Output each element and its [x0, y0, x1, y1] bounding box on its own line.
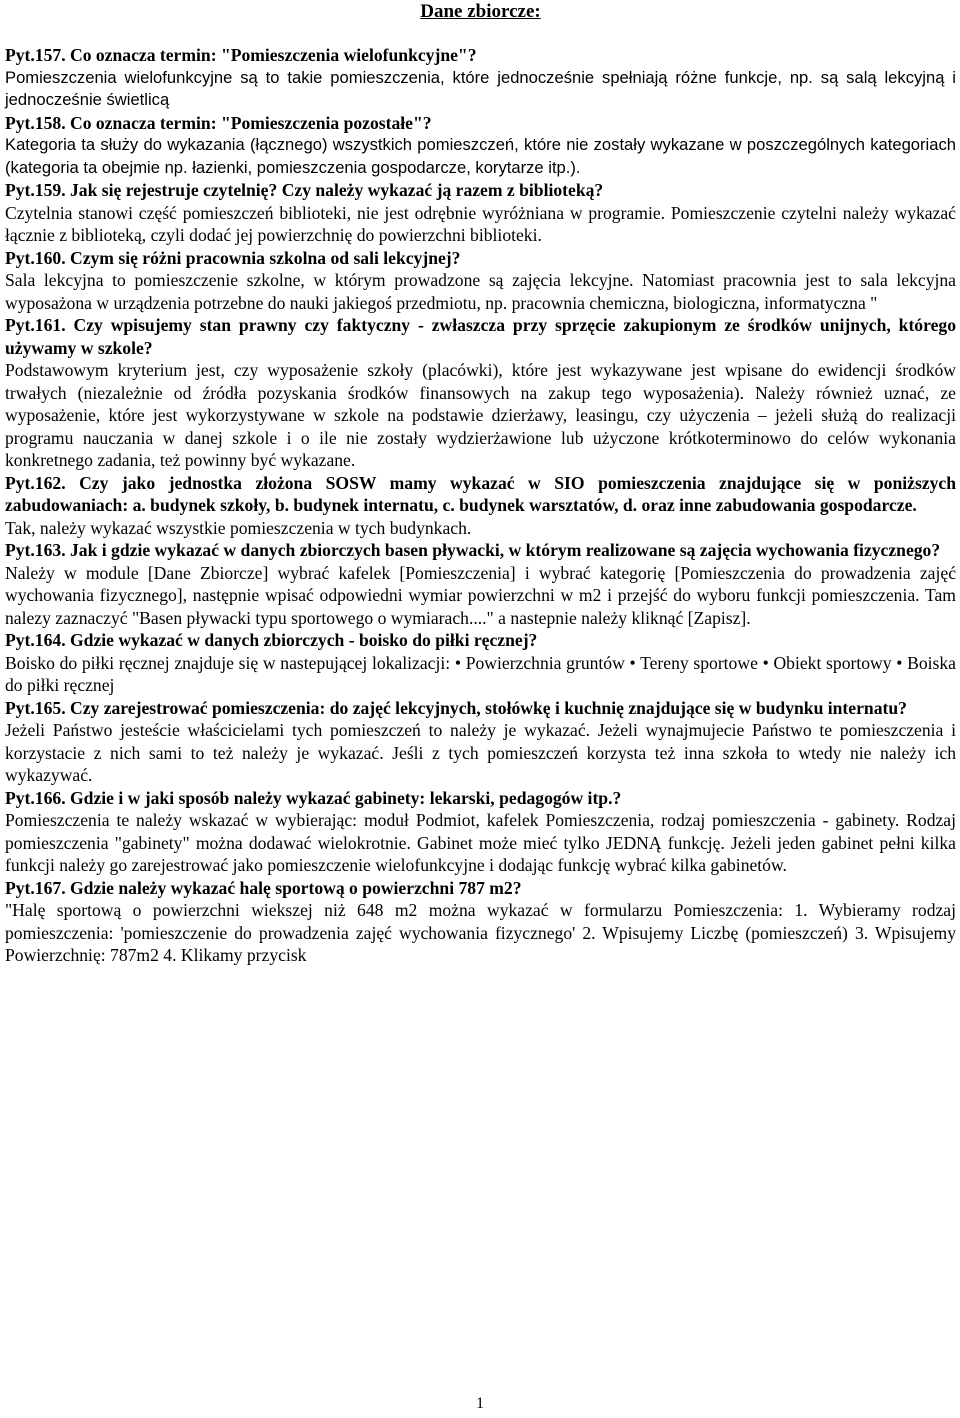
answer: "Halę sportową o powierzchni wiekszej niż 648 m2 można wykazać w formularzu Pomieszczenia: 1. Wybieramy rodzaj pomieszczenia: 'pomieszczenie do prowadzenia zajęć wychowania fizycznego' 2. Wpisujemy Liczbę (pomieszczeń) 3. Wpisujemy Powierzchnię: 787m2 4. Klikamy przycisk — [5, 900, 956, 965]
qa-item-165 — [5, 697, 956, 787]
question: Pyt.164. Gdzie wykazać w danych zbiorczych - boisko do piłki ręcznej? — [5, 630, 538, 650]
title-spacer — [5, 24, 956, 44]
qa-item-158 — [5, 112, 956, 180]
qa-item-161 — [5, 314, 956, 472]
answer: Sala lekcyjna to pomieszczenie szkolne, w którym prowadzone są zajęcia lekcyjne. Natomiast pracownia jest to sala lekcyjna wyposażona w urządzenia potrzebne do nauki jakiegoś przedmiotu, np. pracownia chemiczna, biologiczna, informatyczna " — [5, 270, 956, 313]
question: Pyt.162. Czy jako jednostka złożona SOSW mamy wykazać w SIO pomieszczenia znajdujące się w poniższych zabudowaniach: a. budynek szkoły, b. budynek internatu, c. budynek warsztatów, d. oraz inne zabudowania gospodarcze. — [5, 472, 956, 515]
answer: Jeżeli Państwo jesteście właścicielami tych pomieszczeń to należy je wykazać. Jeżeli wynajmujecie Państwo te pomieszczenia i korzystacie z nich sami to też należy je wykazać. Jeśli z tych pomieszczeń korzysta też inna szkoła to wtedy nie należy ich wykazywać. — [5, 720, 956, 785]
question: Pyt.167. Gdzie należy wykazać halę sportową o powierzchni 787 m2? — [5, 877, 522, 898]
question: Pyt.161. Czy wpisujemy stan prawny czy faktyczny - zwłaszcza przy sprzęcie zakupionym ze środków unijnych, którego używamy w szkole? — [5, 315, 956, 358]
question: Pyt.163. Jak i gdzie wykazać w danych zbiorczych basen pływacki, w którym realizowane są zajęcia wychowania fizycznego? — [5, 540, 941, 560]
question: Pyt.165. Czy zarejestrować pomieszczenia: do zajęć lekcyjnych, stołówkę i kuchnię znajdujące się w budynku internatu? — [5, 697, 907, 718]
answer: Tak, należy wykazać wszystkie pomieszczenia w tych budynkach. — [5, 517, 472, 538]
qa-item-167 — [5, 877, 956, 967]
question: Pyt.166. Gdzie i w jaki sposób należy wykazać gabinety: lekarski, pedagogów itp.? — [5, 787, 622, 808]
answer: Podstawowym kryterium jest, czy wyposażenie szkoły (placówki), które jest wykazywane jest wpisane do ewidencji środków trwałych (niezależnie od źródła pozyskania środków finansowych na zakup tego wyposażenia). Należy również uznać, ze wyposażenie, które jest wykorzystywane w szkole na podstawie dzierżawy, leasingu, czy użyczenia – jeżeli służą do realizacji programu nauczania w danej szkole i o ile nie zostały wydzierżawione lub użyczone krótkoterminowo do celów wykonania konkretnego zadania, też powinny być wykazane. — [5, 360, 956, 470]
qa-item-157 — [5, 44, 956, 112]
document-title: Dane zbiorcze: — [420, 1, 541, 22]
answer: Pomieszczenia te należy wskazać w wybierając: moduł Podmiot, kafelek Pomieszczenia, rodzaj pomieszczenia - gabinety. Rodzaj pomieszczenia "gabinety" można dodawać wielokrotnie. Gabinet może mieć tylko JEDNĄ funkcję. Jeżeli jeden gabinet pełni kilka funkcji należy go zarejestrować jako pomieszczenie wielofunkcyjne i dodając funkcję wybrać kilka gabinetów. — [5, 810, 956, 875]
answer: Czytelnia stanowi część pomieszczeń biblioteki, nie jest odrębnie wyróżniana w programie. Pomieszczenie czytelni należy wykazać łącznie z biblioteką, czyli dodać jej powierzchnię do powierzchni biblioteki. — [5, 202, 956, 245]
qa-item-164 — [5, 629, 956, 697]
answer: Kategoria ta służy do wykazania (łącznego) wszystkich pomieszczeń, które nie zostały wykazane w poszczególnych kategoriach (kategoria ta obejmie np. łazienki, pomieszczenia gospodarcze, korytarze itp.). — [5, 135, 956, 177]
qa-item-159 — [5, 179, 956, 247]
question: Pyt.157. Co oznacza termin: "Pomieszczenia wielofunkcyjne"? — [5, 45, 477, 65]
answer: Boisko do piłki ręcznej znajduje się w nastepującej lokalizacji: • Powierzchnia gruntów • Tereny sportowe • Obiekt sportowy • Boiska do piłki ręcznej — [5, 652, 956, 695]
qa-item-162 — [5, 472, 956, 540]
answer: Pomieszczenia wielofunkcyjne są to takie pomieszczenia, które jednocześnie spełniają różne funkcje, np. są salą lekcyjną i jednocześnie świetlicą — [5, 67, 956, 109]
question: Pyt.159. Jak się rejestruje czytelnię? Czy należy wykazać ją razem z biblioteką? — [5, 180, 604, 200]
question: Pyt.158. Co oznacza termin: "Pomieszczenia pozostałe"? — [5, 112, 432, 133]
question: Pyt.160. Czym się różni pracownia szkolna od sali lekcyjnej? — [5, 247, 461, 268]
qa-item-166 — [5, 787, 956, 877]
qa-item-163 — [5, 539, 956, 629]
answer: Należy w module [Dane Zbiorcze] wybrać kafelek [Pomieszczenia] i wybrać kategorię [Pomieszczenia do prowadzenia zajęć wychowania fizycznego], następnie wpisać odpowiedni wymiar powierzchni w m2 i przejść do wyboru funkcji pomieszczenia. Tam nalezy zaznaczyć "Basen pływacki typu sportowego o wymiarach...." a nastepnie należy kliknąć [Zapisz]. — [5, 562, 956, 628]
qa-item-160 — [5, 247, 956, 315]
page-number: 1 — [476, 1395, 484, 1412]
